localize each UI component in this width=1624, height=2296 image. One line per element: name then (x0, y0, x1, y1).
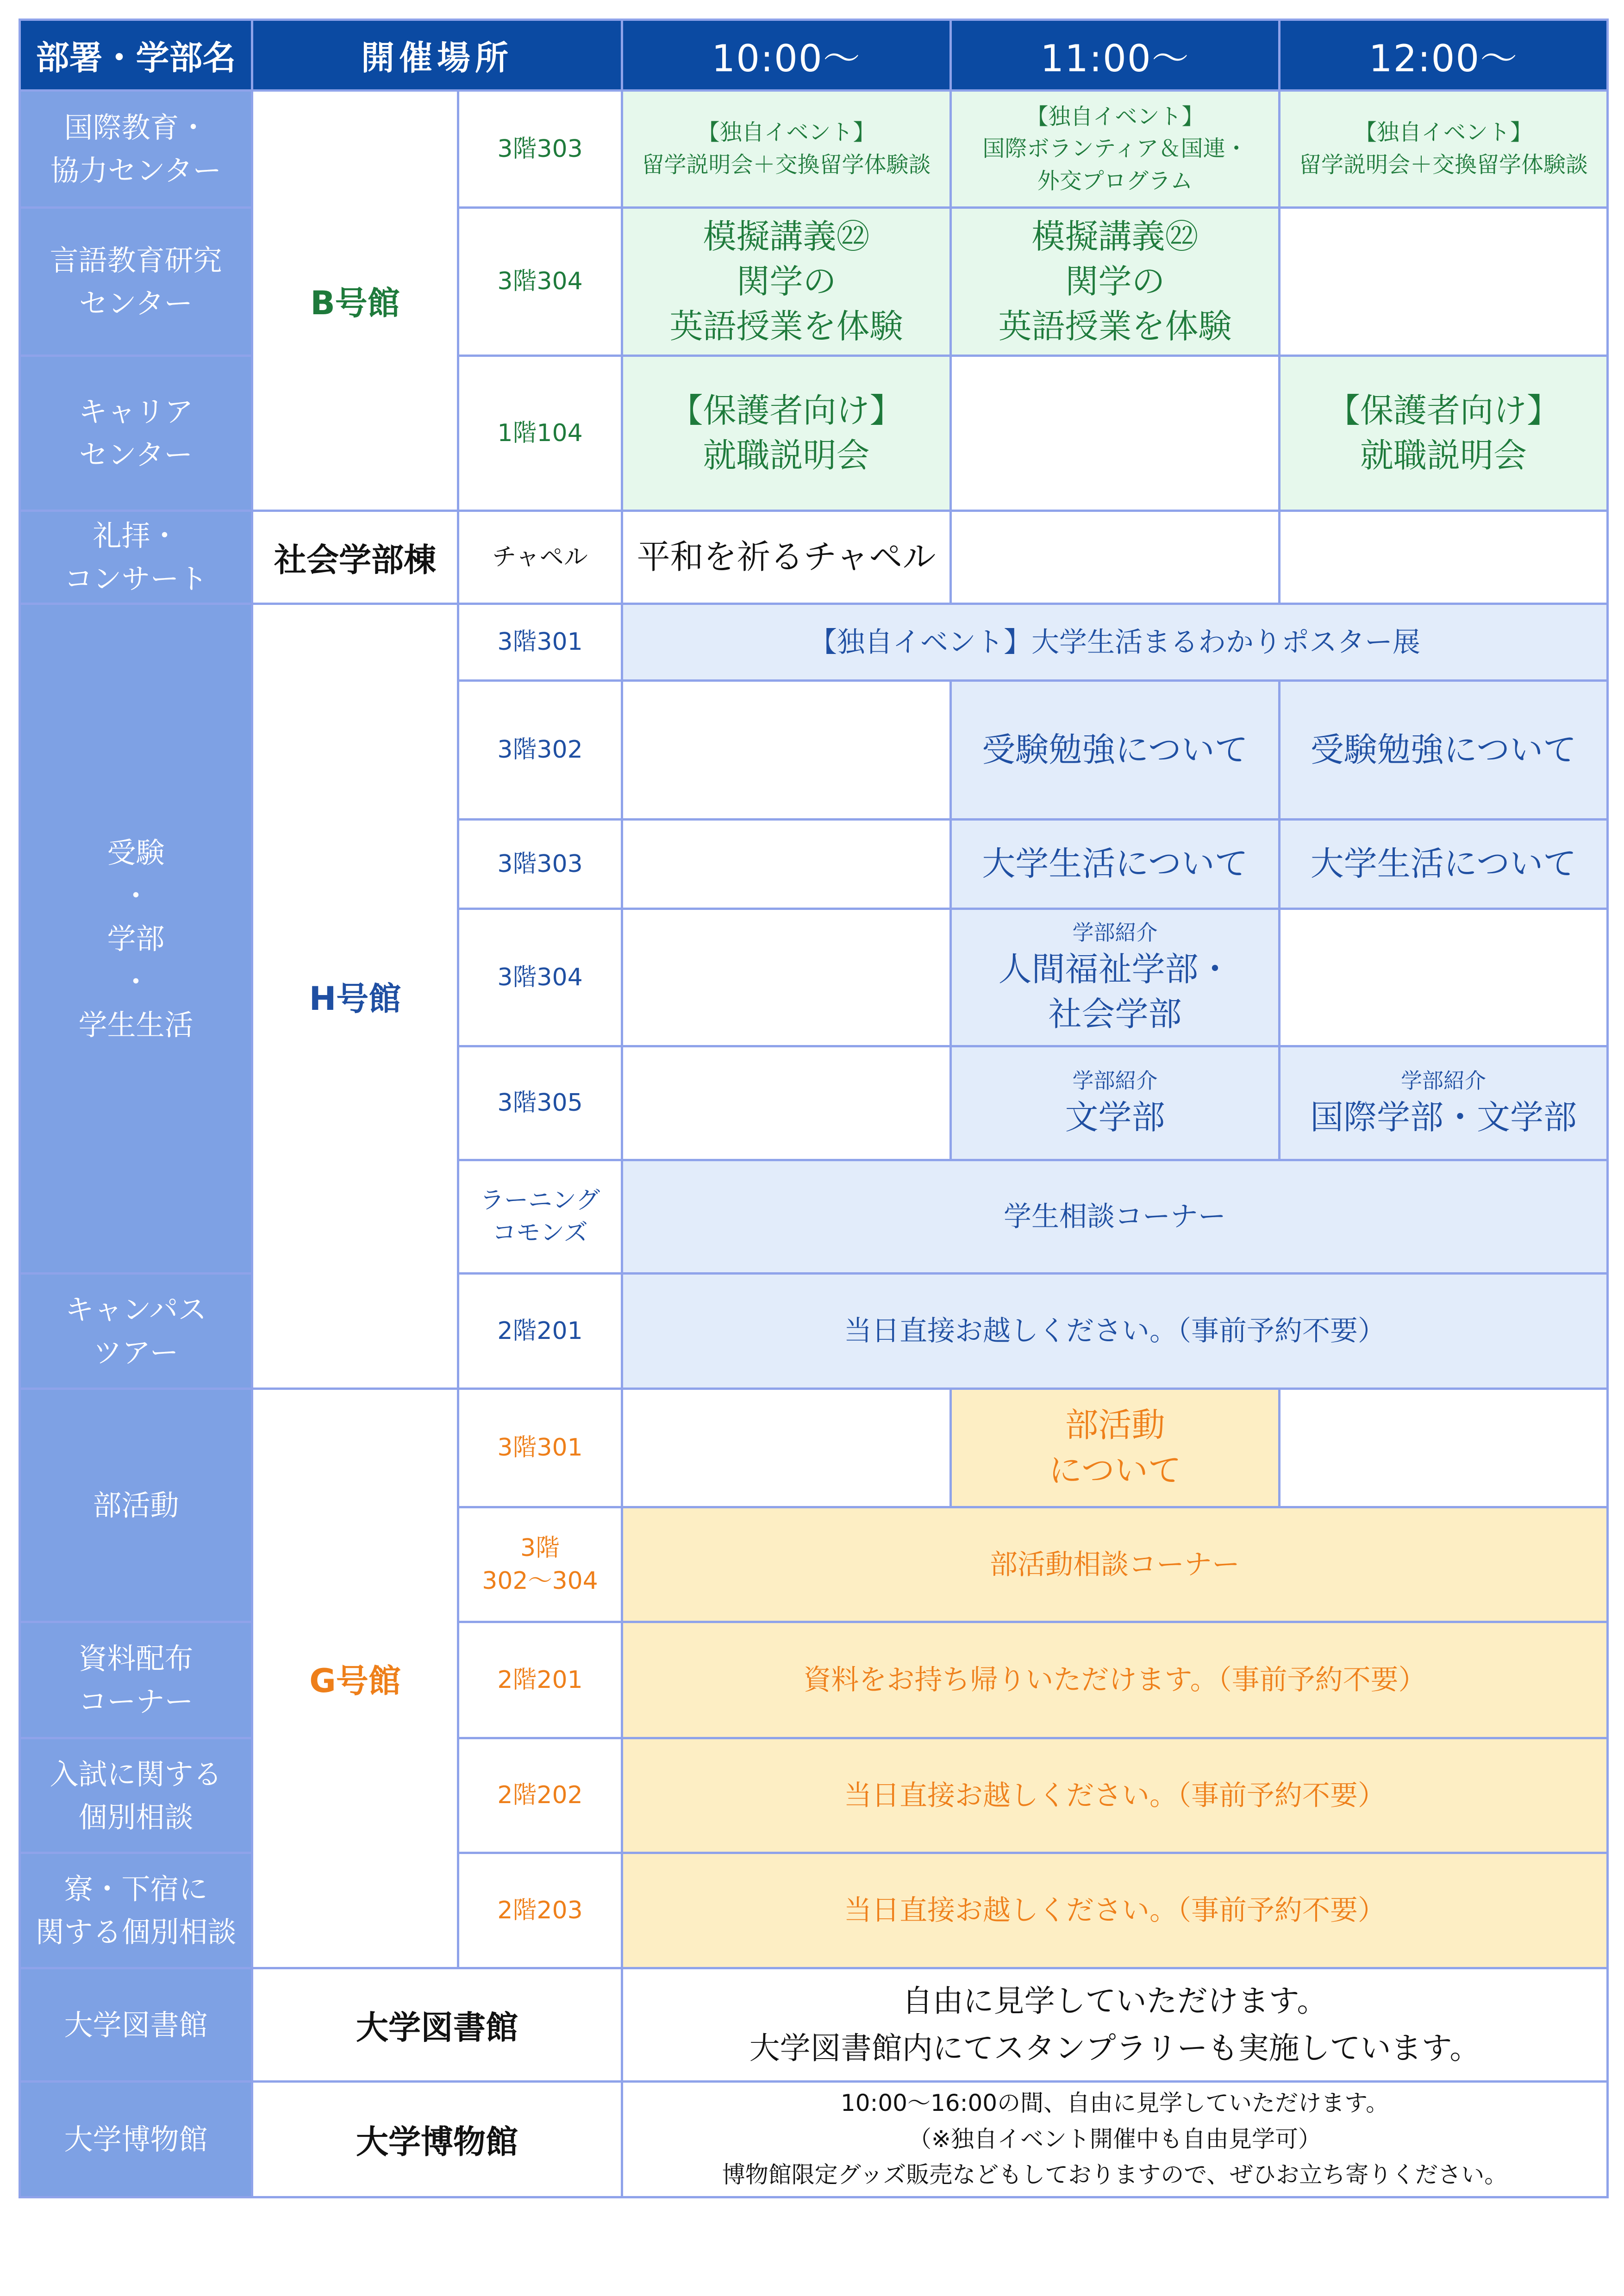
dept-exam-line: 受験 (107, 835, 165, 870)
building-social-line: 社会学部棟 (274, 541, 436, 579)
event-b304-1100-line: 模擬講義㉒ (1031, 217, 1199, 256)
room-commons-line: コモンズ (492, 1219, 588, 1247)
event-b104-1200-line: 就職説明会 (1360, 436, 1527, 475)
header-time-1100 (949, 19, 1280, 92)
room-b303 (457, 89, 623, 209)
event-chapel-1000 (621, 510, 952, 605)
event-b303-1000-line: 【独自イベント】 (697, 119, 875, 146)
dept-library-line: 大学図書館 (64, 2008, 208, 2042)
dept-exam-line: 学部 (107, 921, 165, 956)
dept-admission-line: 個別相談 (78, 1800, 194, 1834)
event-commons-all-line: 学生相談コーナー (1004, 1201, 1226, 1233)
dept-museum (19, 2080, 253, 2198)
empty-g301-1200 (1278, 1388, 1609, 1508)
room-h303 (457, 818, 623, 910)
event-b303-1100-line: 【独自イベント】 (1026, 103, 1204, 130)
event-museum-all-line: （※独自イベント開催中も自由見学可） (908, 2125, 1321, 2153)
building-g (251, 1388, 459, 1969)
room-h301 (457, 603, 623, 682)
dept-lang-line: センター (79, 286, 193, 320)
event-library-all-line: 大学図書館内にてスタンプラリーも実施しています。 (749, 2030, 1480, 2066)
dept-docs (19, 1621, 253, 1739)
event-museum-all (621, 2080, 1609, 2198)
building-museum-line: 大学博物館 (356, 2123, 518, 2161)
event-b304-1100-line: 関学の (1065, 261, 1165, 301)
event-h201-all-line: 当日直接お越しください。（事前予約不要） (844, 1315, 1386, 1347)
room-chapel (457, 510, 623, 605)
room-g301 (457, 1388, 623, 1508)
dept-dorm (19, 1852, 253, 1969)
header-venue-label: 開催場所 (361, 38, 513, 77)
room-g203-line: 2階203 (497, 1896, 583, 1924)
dept-tour-line: ツアー (93, 1336, 179, 1369)
event-b304-1100 (949, 206, 1280, 357)
room-commons (457, 1159, 623, 1275)
event-b303-1000 (621, 89, 952, 209)
dept-intl-line: 協力センター (50, 154, 222, 187)
room-h201-line: 2階201 (497, 1317, 583, 1345)
event-h305-1100-label: 学部紹介 (1072, 1068, 1158, 1093)
room-g201-line: 2階201 (497, 1666, 583, 1694)
empty-h303-1000 (621, 818, 952, 910)
room-h304 (457, 908, 623, 1047)
event-museum-all-line: 博物館限定グッズ販売などもしておりますので、ぜひお立ち寄りください。 (722, 2161, 1508, 2189)
empty-b304-1200 (1278, 206, 1609, 357)
event-g302-all (621, 1506, 1609, 1623)
room-g302-line: 3階 (520, 1534, 560, 1562)
dept-intl (19, 89, 253, 209)
building-library-line: 大学図書館 (356, 2008, 518, 2047)
dept-exam-line: 学生生活 (78, 1008, 194, 1042)
empty-h304-1200 (1278, 908, 1609, 1047)
header-dept-label: 部署・学部名 (36, 38, 236, 77)
room-b104-line: 1階104 (497, 419, 583, 447)
dept-exam-line: ・ (121, 878, 150, 913)
event-chapel-1000-line: 平和を祈るチャペル (637, 537, 936, 577)
event-h201-all (621, 1272, 1609, 1390)
dept-lang (19, 206, 253, 357)
dept-intl-line: 国際教育・ (64, 111, 208, 144)
dept-docs-line: コーナー (78, 1685, 194, 1718)
dept-tour-line: キャンパス (65, 1293, 207, 1326)
event-b104-1200-line: 【保護者向け】 (1326, 391, 1560, 430)
dept-library (19, 1967, 253, 2083)
event-b303-1100 (949, 89, 1280, 209)
empty-h304-1000 (621, 908, 952, 1047)
event-h302-1100-line: 受験勉強について (982, 730, 1248, 769)
event-g202-all-line: 当日直接お越しください。（事前予約不要） (844, 1779, 1386, 1812)
event-h305-1100-line: 文学部 (1065, 1097, 1165, 1137)
event-b104-1000 (621, 355, 952, 512)
dept-admission (19, 1737, 253, 1854)
room-h305-line: 3階305 (497, 1089, 583, 1117)
dept-lang-line: 言語教育研究 (50, 243, 222, 277)
building-g-line: G号館 (309, 1662, 401, 1700)
event-g301-1100-line: 部活動 (1065, 1406, 1165, 1445)
header-time-1000 (621, 19, 952, 92)
building-b (251, 89, 459, 512)
room-h302 (457, 679, 623, 821)
header-time-label: 12:00～ (1368, 37, 1518, 80)
event-h301-all (621, 603, 1609, 682)
empty-b104-1100 (949, 355, 1280, 512)
event-b104-1200 (1278, 355, 1609, 512)
dept-chapel (19, 510, 253, 605)
room-g301-line: 3階301 (497, 1434, 583, 1462)
header-time-label: 10:00～ (712, 37, 861, 80)
dept-admission-line: 入試に関する (50, 1757, 222, 1791)
building-social (251, 510, 459, 605)
room-commons-line: ラーニング (480, 1186, 600, 1214)
event-g301-1100-line: について (1049, 1450, 1181, 1490)
event-b304-1000-line: 模擬講義㉒ (703, 217, 870, 256)
event-museum-all-line: 10:00～16:00の間、自由に見学していただけます。 (840, 2090, 1389, 2117)
dept-exam (19, 603, 253, 1275)
header-dept (19, 19, 253, 92)
dept-dorm-line: 関する個別相談 (35, 1915, 237, 1949)
event-h303-1200-line: 大学生活について (1310, 844, 1577, 884)
room-g302 (457, 1506, 623, 1623)
event-library-all (621, 1967, 1609, 2083)
event-h302-1200-line: 受験勉強について (1310, 730, 1577, 769)
event-commons-all (621, 1159, 1609, 1275)
event-b104-1000-line: 就職説明会 (703, 436, 870, 475)
dept-dorm-line: 寮・下宿に (64, 1872, 208, 1906)
room-b104 (457, 355, 623, 512)
event-h303-1200 (1278, 818, 1609, 910)
building-h (251, 603, 459, 1390)
event-h305-1200-label: 学部紹介 (1401, 1068, 1486, 1093)
room-h201 (457, 1272, 623, 1390)
event-h303-1100-line: 大学生活について (982, 844, 1248, 884)
dept-career-line: キャリア (78, 395, 194, 429)
event-h305-1200-line: 国際学部・文学部 (1310, 1097, 1577, 1137)
room-g302-line: 302～304 (482, 1567, 598, 1595)
event-h304-1100 (949, 908, 1280, 1047)
event-h305-1100 (949, 1045, 1280, 1161)
dept-career-line: センター (79, 438, 193, 472)
dept-docs-line: 資料配布 (78, 1642, 194, 1675)
event-b304-1000-line: 英語授業を体験 (669, 307, 903, 346)
empty-h305-1000 (621, 1045, 952, 1161)
header-time-1200 (1278, 19, 1609, 92)
dept-chapel-line: コンサート (64, 562, 208, 596)
room-g202-line: 2階202 (497, 1781, 583, 1810)
event-g201-all-line: 資料をお持ち帰りいただけます。（事前予約不要） (803, 1664, 1426, 1696)
event-h305-1200 (1278, 1045, 1609, 1161)
event-g203-all-line: 当日直接お越しください。（事前予約不要） (844, 1894, 1386, 1927)
event-h302-1100 (949, 679, 1280, 821)
event-g202-all (621, 1737, 1609, 1854)
building-h-line: H号館 (309, 980, 401, 1018)
room-h304-line: 3階304 (497, 963, 583, 991)
event-library-all-line: 自由に見学していただけます。 (902, 1983, 1328, 2019)
dept-club (19, 1388, 253, 1623)
header-venue (251, 19, 623, 92)
empty-g301-1000 (621, 1388, 952, 1508)
event-b104-1000-line: 【保護者向け】 (669, 391, 903, 430)
event-h304-1100-label: 学部紹介 (1072, 920, 1158, 945)
room-g203 (457, 1852, 623, 1969)
room-b304-line: 3階304 (497, 268, 583, 296)
event-h302-1200 (1278, 679, 1609, 821)
event-b304-1000 (621, 206, 952, 357)
building-library (251, 1967, 623, 2083)
empty-h302-1000 (621, 679, 952, 821)
event-g302-all-line: 部活動相談コーナー (990, 1548, 1240, 1581)
event-g201-all (621, 1621, 1609, 1739)
room-h305 (457, 1045, 623, 1161)
event-h301-all-line: 【独自イベント】大学生活まるわかりポスター展 (809, 626, 1420, 659)
event-b303-1200-line: 【独自イベント】 (1354, 119, 1532, 146)
building-museum (251, 2080, 623, 2198)
event-b303-1200 (1278, 89, 1609, 209)
room-h303-line: 3階303 (497, 850, 583, 878)
dept-career (19, 355, 253, 512)
event-g301-1100 (949, 1388, 1280, 1508)
room-h302-line: 3階302 (497, 736, 583, 764)
dept-club-line: 部活動 (93, 1488, 179, 1522)
event-h303-1100 (949, 818, 1280, 910)
event-b303-1100-line: 外交プログラム (1037, 168, 1193, 194)
event-b303-1000-line: 留学説明会＋交換留学体験談 (642, 152, 931, 178)
dept-tour (19, 1272, 253, 1390)
building-b-line: B号館 (310, 284, 400, 322)
empty-chapel-1100 (949, 510, 1280, 605)
dept-museum-line: 大学博物館 (64, 2122, 208, 2156)
event-g203-all (621, 1852, 1609, 1969)
room-g202 (457, 1737, 623, 1854)
event-b304-1000-line: 関学の (736, 261, 837, 301)
event-b303-1100-line: 国際ボランティア＆国連・ (982, 136, 1248, 162)
room-h301-line: 3階301 (497, 628, 583, 656)
room-g201 (457, 1621, 623, 1739)
dept-exam-line: ・ (121, 964, 150, 999)
room-chapel-line: チャペル (492, 543, 588, 571)
dept-chapel-line: 礼拝・ (93, 519, 179, 553)
event-b304-1100-line: 英語授業を体験 (998, 307, 1232, 346)
event-h304-1100-line: 人間福祉学部・ (998, 949, 1232, 989)
room-b304 (457, 206, 623, 357)
header-time-label: 11:00～ (1040, 37, 1190, 80)
room-b303-line: 3階303 (497, 135, 583, 163)
empty-chapel-1200 (1278, 510, 1609, 605)
event-h304-1100-line: 社会学部 (1048, 995, 1182, 1034)
event-b303-1200-line: 留学説明会＋交換留学体験談 (1299, 152, 1588, 178)
